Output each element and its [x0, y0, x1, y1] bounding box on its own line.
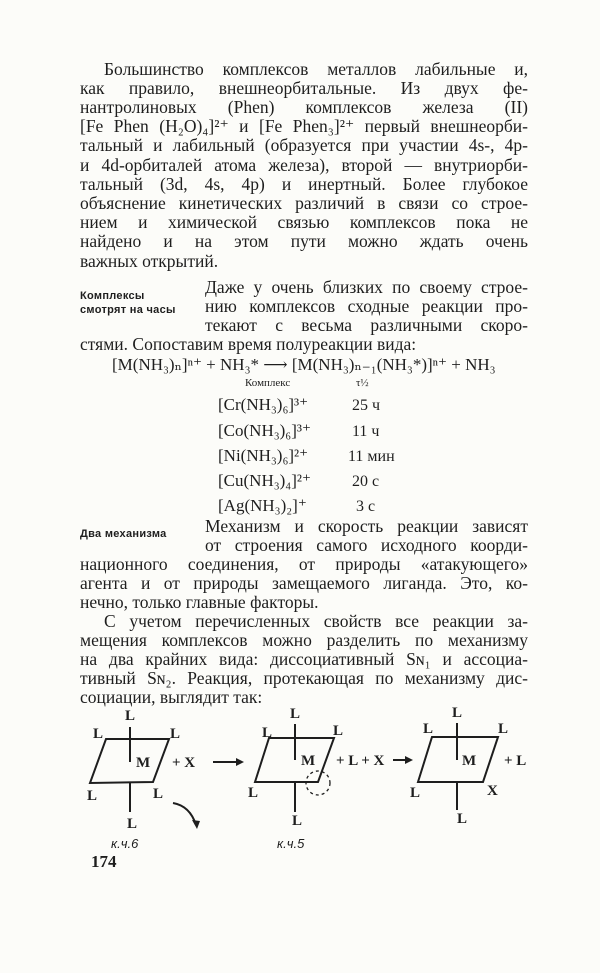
text-line: Даже у очень близких по своему строе-	[205, 278, 528, 297]
plus-x-label: + X	[172, 755, 196, 771]
text-line: текают с весьма различными скоро-	[205, 316, 528, 335]
ligand-label: L	[457, 811, 468, 827]
table-cell-complex: [Co(NH₃)₆]³⁺	[218, 421, 311, 440]
text-line: нечно, только главные факторы.	[80, 593, 319, 612]
ligand-label: L	[127, 816, 138, 832]
metal-label: M	[301, 753, 316, 769]
text-line: мещения комплексов можно разделить по механизму	[80, 631, 528, 650]
table-cell-time: 11 мин	[348, 448, 395, 465]
table-cell-complex: [Ni(NH₃)₆]²⁺	[218, 446, 309, 465]
side-heading-line: Комплексы	[80, 290, 145, 302]
metal-label: M	[136, 755, 151, 771]
ligand-label: L	[248, 785, 259, 801]
arrowhead	[192, 820, 200, 829]
ligand-label: L	[410, 785, 421, 801]
ligand-label: L	[333, 723, 344, 739]
ligand-label: L	[153, 786, 164, 802]
table-header-complex: Комплекс	[245, 377, 291, 389]
ligand-label: L	[498, 721, 509, 737]
text-line: нантролиновых (Phen) комплексов железа (II)	[80, 98, 528, 117]
plus-l-plus-x-label: + L + X	[336, 753, 385, 769]
ligand-label: L	[93, 726, 104, 742]
page-number: 174	[91, 852, 117, 871]
text-line: тальный и лабильный (образуется при участии 4s-, 4p-	[80, 136, 528, 155]
coordination-number-label: к.ч.6	[111, 836, 139, 851]
text-line: нием и химической связью комплексов пока не	[80, 213, 528, 232]
text-line: важных открытий.	[80, 252, 219, 271]
text-line: тальный (3d, 4s, 4p) и инертный. Более глубокое	[80, 175, 528, 194]
ligand-label: L	[292, 813, 303, 829]
entering-ligand-label: X	[487, 783, 498, 799]
table-cell-time: 20 с	[352, 473, 380, 490]
table-cell-complex: [Cr(NH₃)₆]³⁺	[218, 395, 309, 414]
arrowhead	[236, 758, 244, 766]
text-line: [Fe Phen (H₂O)₄]²⁺ и [Fe Phen₃]²⁺ первый внешнеорби-	[80, 117, 528, 136]
ligand-label: L	[125, 708, 136, 724]
arrowhead	[405, 756, 413, 764]
table-cell-complex: [Ag(NH₃)₂]⁺	[218, 496, 307, 515]
side-heading: Два механизма	[80, 528, 167, 540]
text-line: стями. Сопоставим время полуреакции вида:	[80, 335, 417, 354]
text-line: на два крайних вида: диссоциативный Sɴ₁ и ассоциа-	[80, 650, 528, 669]
text-line: найдено и на этом пути можно ждать очень	[80, 232, 528, 251]
text-line: Механизм и скорость реакции зависят	[205, 517, 528, 536]
text-line: социации, выглядит так:	[80, 688, 263, 707]
table-cell-time: 25 ч	[352, 397, 381, 414]
ligand-label: L	[423, 721, 434, 737]
table-cell-time: 3 с	[356, 498, 376, 515]
plus-l-label: + L	[504, 753, 527, 769]
side-heading-line: смотрят на часы	[80, 304, 176, 316]
ligand-label: L	[87, 788, 98, 804]
ligand-label: L	[262, 725, 273, 741]
metal-label: M	[462, 753, 477, 769]
ligand-label: L	[170, 726, 181, 742]
text-line: агента и от природы замещаемого лиганда. Это, ко-	[80, 574, 528, 593]
ligand-label: L	[290, 706, 301, 722]
text-line: нию комплексов сходные реакции про-	[205, 297, 528, 316]
text-line: как правило, внешнеорбитальные. Из двух фе-	[80, 79, 528, 98]
table-header-half-life: τ½	[356, 377, 369, 389]
text-line: Большинство комплексов металлов лабильные и,	[104, 60, 528, 79]
text-line: тивный Sɴ₂. Реакция, протекающая по механизму дис-	[80, 669, 528, 688]
table-cell-time: 11 ч	[352, 423, 380, 440]
text-line: объяснение кинетических различий в связи со строе-	[80, 194, 528, 213]
text-line: С учетом перечисленных свойств все реакции за-	[104, 612, 528, 631]
curved-arrow-icon	[173, 803, 196, 825]
reaction-equation: [M(NH₃)ₙ]ⁿ⁺ + NH₃* ⟶ [M(NH₃)ₙ₋₁(NH₃*)]ⁿ⁺ + NH₃	[112, 355, 496, 374]
ligand-label: L	[452, 705, 463, 721]
table-cell-complex: [Cu(NH₃)₄]²⁺	[218, 471, 311, 490]
coordination-number-label: к.ч.5	[277, 836, 305, 851]
text-line: национного соединения, от природы «атакующего»	[80, 555, 528, 574]
text-line: от строения самого исходного коорди-	[205, 536, 528, 555]
text-line: и 4d-орбиталей атома железа), второй — внутриорби-	[80, 156, 528, 175]
